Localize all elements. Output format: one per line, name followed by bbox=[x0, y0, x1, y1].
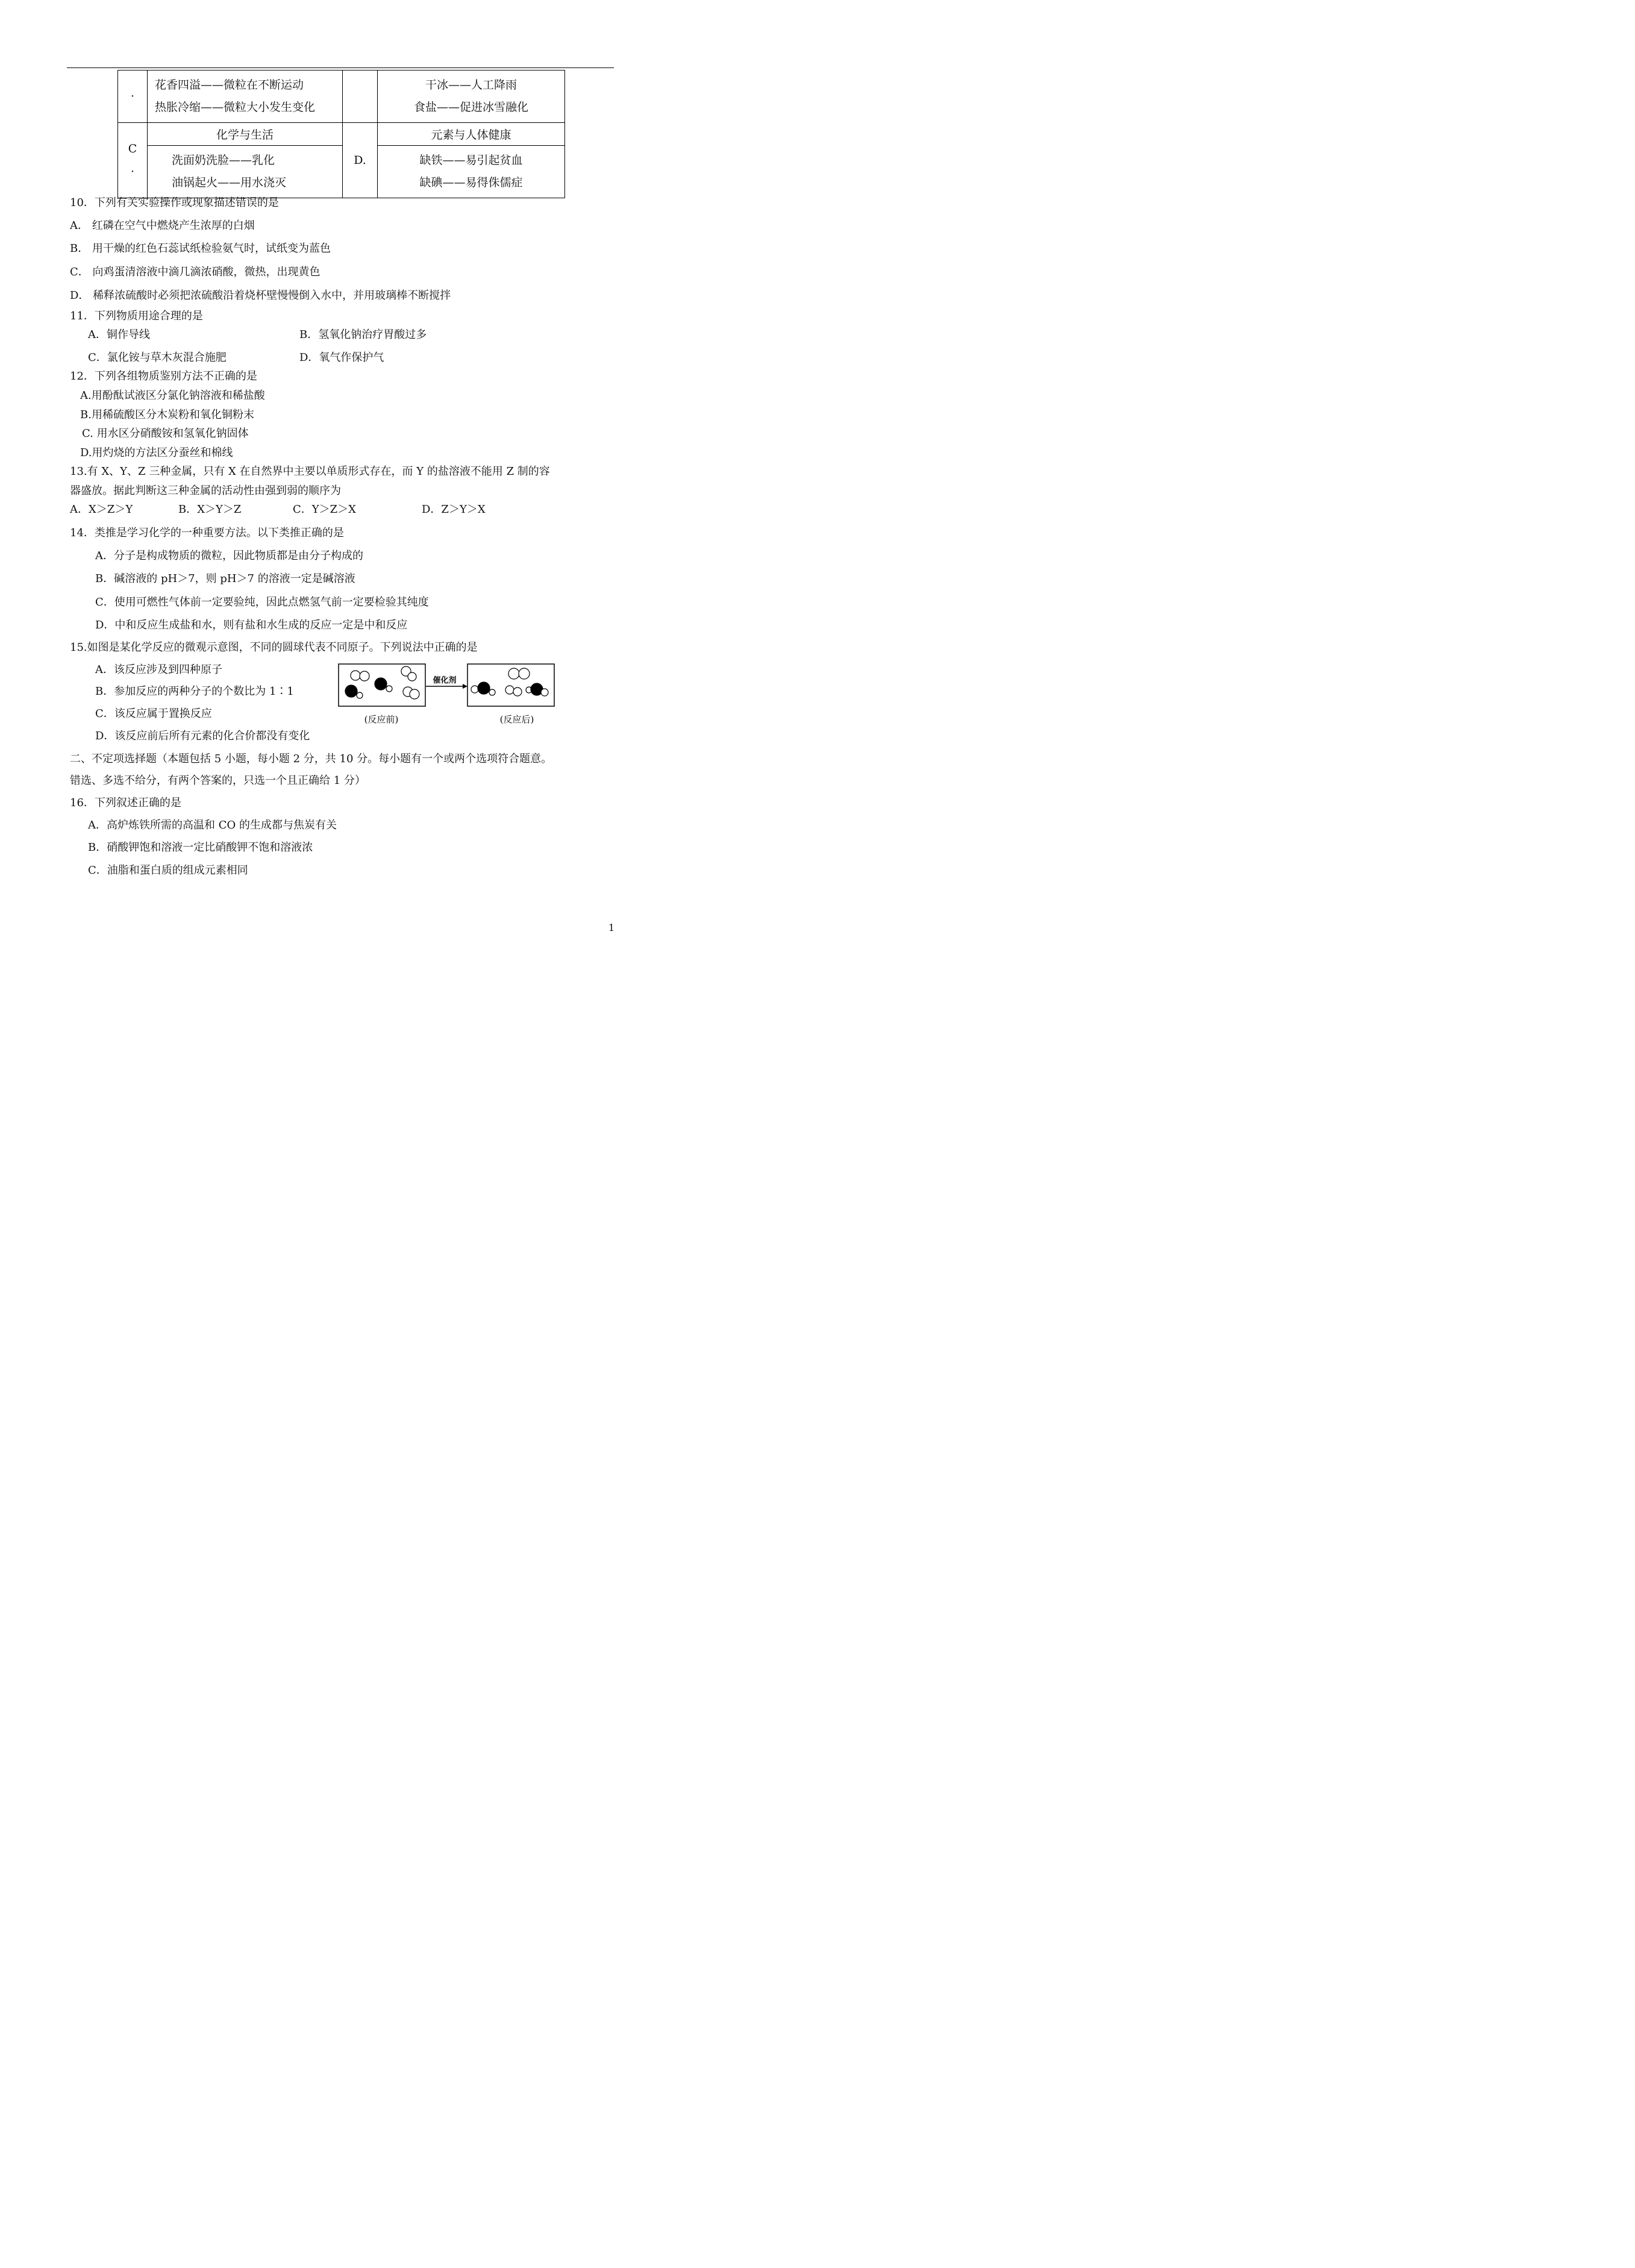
option-text: B.用稀硫酸区分木炭粉和氧化铜粉末 bbox=[80, 409, 254, 421]
white-atom bbox=[408, 672, 416, 681]
white-atom bbox=[410, 689, 419, 699]
white-atom bbox=[351, 671, 360, 680]
table-header-cell: 元素与人体健康 bbox=[378, 123, 565, 146]
black-atom bbox=[478, 682, 490, 694]
option-text: D．中和反应生成盐和水，则有盐和水生成的反应一定是中和反应 bbox=[95, 619, 408, 631]
black-atom bbox=[375, 678, 387, 690]
table-cell bbox=[148, 70, 343, 123]
question-stem: 13.有 X、Y、Z 三种金属，只有 X 在自然界中主要以单质形式存在，而 Y 的盐溶液不能用 Z 制的容 bbox=[70, 465, 550, 478]
option-text: D．氧气作保护气 bbox=[299, 351, 384, 364]
option-text: B． 用干燥的红色石蕊试纸检验氨气时，试纸变为蓝色 bbox=[70, 242, 331, 255]
option-text: C．使用可燃性气体前一定要验纯，因此点燃氢气前一定要检验其纯度 bbox=[95, 596, 429, 609]
white-atom bbox=[541, 689, 548, 696]
option-text: A． 红磷在空气中燃烧产生浓厚的白烟 bbox=[70, 219, 255, 232]
options-table bbox=[117, 70, 565, 198]
row-label: D. bbox=[343, 123, 378, 198]
table-row bbox=[118, 123, 565, 146]
row-label: · bbox=[118, 70, 148, 123]
option-text: A．高炉炼铁所需的高温和 CO 的生成都与焦炭有关 bbox=[88, 819, 337, 832]
white-atom bbox=[471, 686, 478, 693]
option-text: A．X＞Z＞Y bbox=[70, 503, 133, 516]
question-stem: 10．下列有关实验操作或现象描述错误的是 bbox=[70, 196, 279, 209]
white-atom bbox=[505, 686, 514, 694]
option-text: C. 用水区分硝酸铵和氢氧化钠固体 bbox=[82, 427, 249, 440]
table-cell bbox=[343, 70, 378, 123]
row-label: C · bbox=[118, 123, 148, 198]
before-caption: (反应前) bbox=[364, 714, 399, 725]
question-stem: 14．类推是学习化学的一种重要方法。以下类推正确的是 bbox=[70, 527, 344, 539]
option-text: D.用灼烧的方法区分蚕丝和棉线 bbox=[80, 446, 233, 459]
question-stem: 15.如图是某化学反应的微观示意图，不同的圆球代表不同原子。下列说法中正确的是 bbox=[70, 641, 478, 654]
white-atom bbox=[489, 689, 495, 695]
option-text: D．Z＞Y＞X bbox=[422, 503, 486, 516]
header-rule bbox=[67, 67, 614, 68]
option-text: A．该反应涉及到四种原子 bbox=[95, 663, 222, 676]
catalyst-label: 催化剂 bbox=[433, 676, 457, 685]
section-heading: 二、不定项选择题（本题包括 5 小题，每小题 2 分，共 10 分。每小题有一个或两个选项符合题意。 bbox=[70, 753, 552, 765]
option-text: A．分子是构成物质的微粒，因此物质都是由分子构成的 bbox=[95, 550, 363, 562]
table-cell bbox=[378, 70, 565, 123]
page-number: 1 bbox=[608, 922, 615, 933]
table-cell bbox=[148, 146, 343, 198]
table-header-cell: 化学与生活 bbox=[148, 123, 343, 146]
option-text: B．硝酸钾饱和溶液一定比硝酸钾不饱和溶液浓 bbox=[88, 841, 313, 854]
cell-line: 缺铁——易引起贫血 bbox=[419, 154, 523, 167]
question-stem: 16．下列叙述正确的是 bbox=[70, 797, 181, 809]
black-atom bbox=[345, 685, 357, 697]
option-text: C．油脂和蛋白质的组成元素相同 bbox=[88, 864, 248, 877]
question-stem: 器盛放。据此判断这三种金属的活动性由强到弱的顺序为 bbox=[70, 484, 341, 497]
section-heading: 错选、多选不给分，有两个答案的，只选一个且正确给 1 分） bbox=[70, 774, 366, 787]
option-text: B．碱溶液的 pH＞7，则 pH＞7 的溶液一定是碱溶液 bbox=[95, 572, 355, 585]
white-atom bbox=[357, 692, 363, 698]
option-text: C． 向鸡蛋清溶液中滴几滴浓硝酸，微热，出现黄色 bbox=[70, 266, 320, 278]
option-text: D．该反应前后所有元素的化合价都没有变化 bbox=[95, 730, 310, 742]
white-atom bbox=[508, 668, 519, 679]
cell-line: 花香四溢——微粒在不断运动 bbox=[155, 78, 304, 92]
white-atom bbox=[513, 688, 522, 696]
table-cell bbox=[378, 146, 565, 198]
cell-line: 缺碘——易得侏儒症 bbox=[419, 176, 523, 189]
option-text: A．铜作导线 bbox=[88, 328, 150, 341]
option-text: B．氢氧化钠治疗胃酸过多 bbox=[299, 328, 427, 341]
cell-line: 干冰——人工降雨 bbox=[425, 78, 517, 92]
reaction-diagram bbox=[337, 662, 558, 729]
question-stem: 11．下列物质用途合理的是 bbox=[70, 310, 203, 322]
table-row bbox=[118, 146, 565, 198]
white-atom bbox=[360, 671, 369, 681]
option-text: C．该反应属于置换反应 bbox=[95, 707, 212, 720]
option-text: B．X＞Y＞Z bbox=[178, 503, 242, 516]
option-text: C．氯化铵与草木灰混合施肥 bbox=[88, 351, 227, 364]
cell-line: 油锅起火——用水浇灭 bbox=[172, 176, 287, 189]
cell-line: 洗面奶洗脸——乳化 bbox=[172, 154, 275, 167]
white-atom bbox=[386, 686, 392, 692]
cell-line: 食盐——促进冰雪融化 bbox=[413, 101, 528, 114]
table-row bbox=[118, 70, 565, 123]
after-caption: (反应后) bbox=[499, 714, 534, 725]
option-text: B．参加反应的两种分子的个数比为 1∶1 bbox=[95, 685, 294, 698]
option-text: A.用酚酞试液区分氯化钠溶液和稀盐酸 bbox=[80, 389, 265, 402]
question-stem: 12．下列各组物质鉴别方法不正确的是 bbox=[70, 370, 257, 383]
cell-line: 热胀冷缩——微粒大小发生变化 bbox=[155, 101, 316, 114]
white-atom bbox=[519, 668, 530, 679]
arrowhead bbox=[463, 684, 467, 689]
option-text: C．Y＞Z＞X bbox=[293, 503, 356, 516]
option-text: D． 稀释浓硫酸时必须把浓硫酸沿着烧杯壁慢慢倒入水中，并用玻璃棒不断搅拌 bbox=[70, 289, 451, 302]
